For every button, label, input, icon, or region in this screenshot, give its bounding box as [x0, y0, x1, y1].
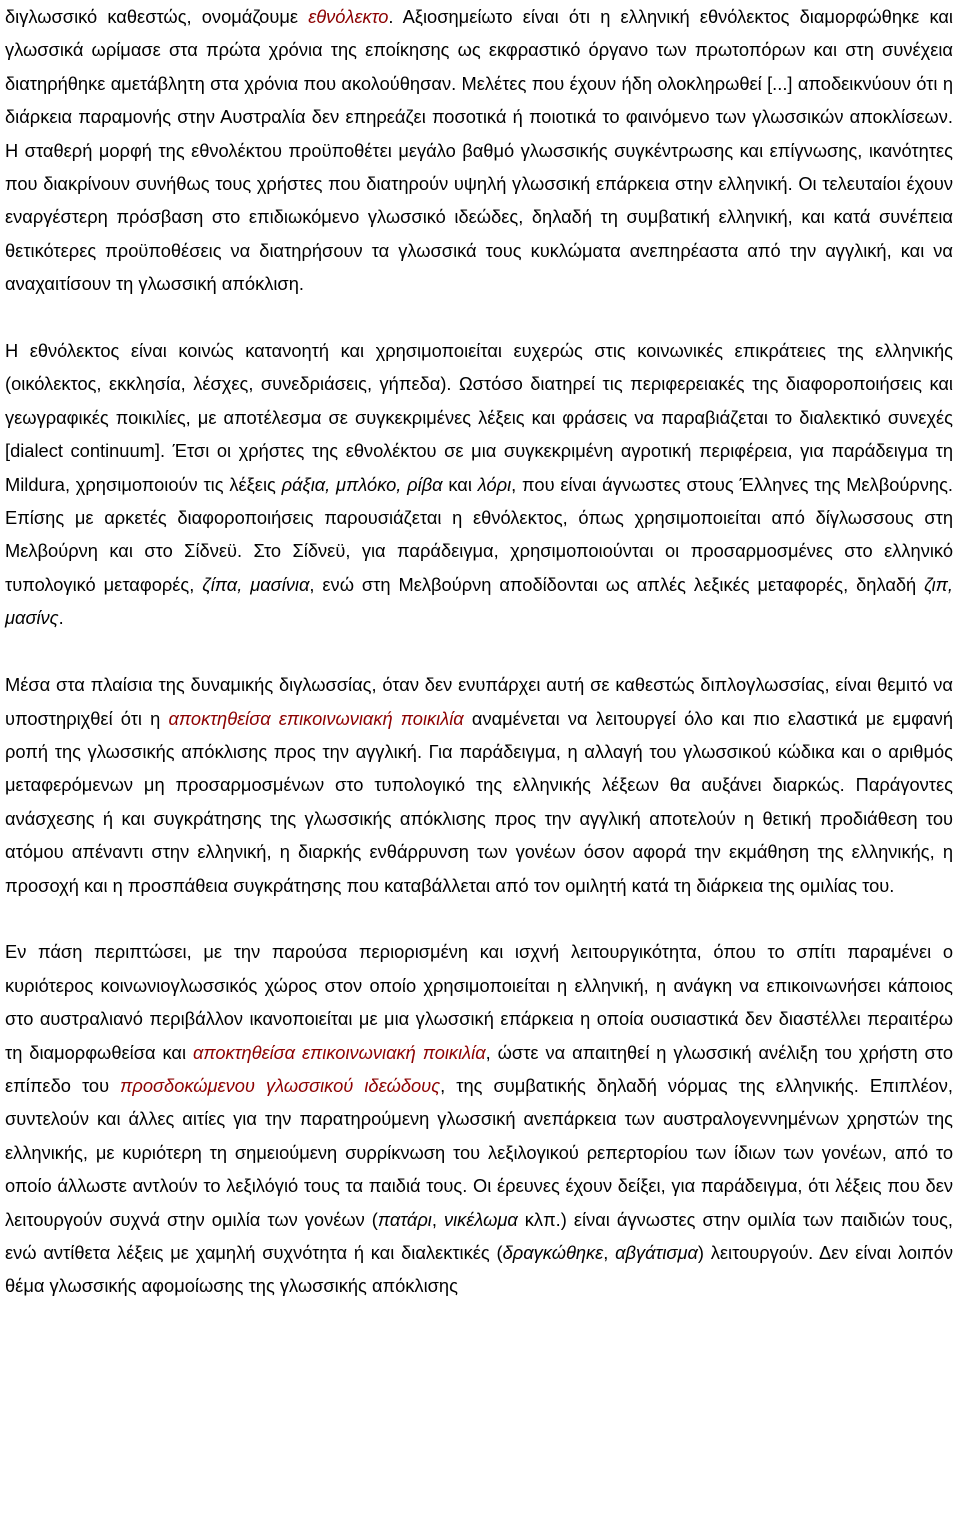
italic-term: νικέλωμα	[443, 1208, 518, 1230]
paragraph-4	[5, 935, 953, 1302]
paragraph-spacer	[5, 301, 953, 334]
italic-term: λόρι	[477, 473, 512, 495]
text-run: ,	[603, 1241, 616, 1263]
text-run: , ενώ στη Μελβούρνη αποδίδονται ως απλές λεξικές μεταφορές, δηλαδή	[309, 573, 925, 595]
paragraph-3	[5, 668, 953, 902]
text-run: Η εθνόλεκτος είναι κοινώς κατανοητή και χρησιμοποιείται ευχερώς στις κοινωνικές επικράτειες της ελληνικής (οικόλεκτος, εκκλησία, λέσχες, συνεδριάσεις, γήπεδα). Ωστόσο διατηρεί τις περιφερειακές της διαφοροποιήσεις και γεωγραφικές ποικιλίες, με αποτέλεσμα σε συγκεκριμένες λέξεις και φράσεις να παραβιάζεται το διαλεκτικό συνεχές [dialect continuum]. Έτσι οι χρήστες της εθνολέκτου σε μια συγκεκριμένη αγροτική περιφέρεια, για παράδειγμα τη Mildura, χρησιμοποιούν τις λέξεις	[5, 340, 953, 495]
text-run: , ώστε να απαιτηθεί η γλωσσική ανέλιξη του χρήστη στο επίπεδο του	[5, 1041, 954, 1096]
highlighted-term: προσδοκώμενου γλωσσικού ιδεώδους	[120, 1074, 441, 1096]
text-run: Εν πάση περιπτώσει, με την παρούσα περιορισμένη και ισχνή λειτουργικότητα, όπου το σπίτι παραμένει ο κυριότερος κοινωνιογλωσσικός χώρος στον οποίο χρησιμοποιείται η ελληνική, η ανάγκη να επικοινωνήσει κάποιος στο αυστραλιανό περιβάλλον ικανοποιείται με μια γλωσσική επάρκεια η οποία ουσιαστικά δεν διαστέλλει περαιτέρω τη διαμορφωθείσα και	[5, 941, 953, 1063]
text-run: .	[58, 607, 64, 629]
text-run: ) λειτουργούν. Δεν είναι λοιπόν θέμα γλωσσικής αφομοίωσης της γλωσσικής απόκλισης	[5, 1241, 954, 1297]
highlighted-term: εθνόλεκτο	[308, 6, 389, 27]
italic-term: ράξια, μπλόκο, ρίβα	[281, 473, 443, 495]
highlighted-term: αποκτηθείσα επικοινωνιακή ποικιλία	[192, 1041, 486, 1063]
text-run: διγλωσσικό καθεστώς, ονομάζουμε	[5, 6, 309, 27]
paragraph-2	[5, 334, 953, 635]
text-run: και	[442, 473, 478, 495]
highlighted-term: αποκτηθείσα επικοινωνιακή ποικιλία	[168, 707, 464, 729]
text-run: ,	[431, 1208, 444, 1230]
italic-term: ζιπ, μασίνς	[5, 573, 954, 629]
text-run: , που είναι άγνωστες στους Έλληνες της Μελβούρνης. Επίσης με αρκετές διαφοροποιήσεις παρουσιάζεται η εθνόλεκτος, όπως χρησιμοποιείται από δίγλωσσους στη Μελβούρνη και στο Σίδνεϋ. Στο Σίδνεϋ, για παράδειγμα, χρησιμοποιούνται οι προσαρμοσμένες στο ελληνικό τυπολογικό μεταφορές,	[5, 473, 953, 595]
italic-term: αβγάτισμα	[615, 1241, 698, 1263]
text-run: . Αξιοσημείωτο είναι ότι η ελληνική εθνόλεκτος διαμορφώθηκε και γλωσσικά ωρίμασε στα πρώτα χρόνια της εποίκησης ως εκφραστικό όργανο των πρωτοπόρων και στη συνέχεια διατηρήθηκε αμετάβλητη στα χρόνια που ακολούθησαν. Μελέτες που έχουν ήδη ολοκληρωθεί [...] αποδεικνύουν ότι η διάρκεια παραμονής στην Αυστραλία δεν επηρεάζει ποσοτικά ή ποιοτικά το φαινόμενο των γλωσσικών αποκλίσεων. Η σταθερή μορφή της εθνολέκτου προϋποθέτει μεγάλο βαθμό γλωσσικής συγκέντρωσης και επίγνωσης, ικανότητες που διακρίνουν συνήθως τους χρήστες που διατηρούν υψηλή γλωσσική επάρκεια στην ελληνική. Οι τελευταίοι έχουν εναργέστερη πρόσβαση στο επιδιωκόμενο γλωσσικό ιδεώδες, δηλαδή τη συμβατική ελληνική, και κατά συνέπεια θετικότερες προϋποθέσεις να διατηρήσουν τα γλωσσικά τους κυκλώματα ανεπηρέαστα από την αγγλική, και να αναχαιτίσουν τη γλωσσική απόκλιση.	[5, 6, 953, 295]
paragraph-spacer	[5, 902, 953, 935]
italic-term: ζίπα, μασίνια	[202, 573, 310, 595]
paragraph-1	[5, 0, 953, 301]
text-run: αναμένεται να λειτουργεί όλο και πιο ελαστικά με εμφανή ροπή της γλωσσικής απόκλισης προς την αγγλική. Για παράδειγμα, η αλλαγή του γλωσσικού κώδικα και ο αριθμός μεταφερόμενων μη προσαρμοσμένων στο τυπολογικό της ελληνικής λέξεων θα αυξάνει διαρκώς. Παράγοντες ανάσχεσης ή και συγκράτησης της γλωσσικής απόκλισης προς την αγγλική αποτελούν η θετική προδιάθεση του ατόμου απέναντι στην ελληνική, η διαρκής ενθάρρυνση των γονέων όσον αφορά την εκμάθηση της ελληνικής, η προσοχή και η προσπάθεια συγκράτησης που καταβάλλεται από τον ομιλητή κατά τη διάρκεια της ομιλίας του.	[5, 707, 953, 896]
text-run: κλπ.) είναι άγνωστες στην ομιλία των παιδιών τους, ενώ αντίθετα λέξεις με χαμηλή συχνότητα ή και διαλεκτικές (	[5, 1208, 953, 1263]
document-page	[5, 0, 953, 1303]
text-run: , της συμβατικής δηλαδή νόρμας της ελληνικής. Επιπλέον, συντελούν και άλλες αιτίες για την παρατηρούμενη γλωσσική ανεπάρκεια των αυστραλογεννημένων χρηστών της ελληνικής, με κυριότερη τη σημειούμενη συρρίκνωση του λεξιλογικού ρεπερτορίου των ίδιων των γονέων, από το οποίο άλλωστε αντλούν το λεξιλόγιό τους τα παιδιά τους. Οι έρευνες έχουν δείξει, για παράδειγμα, ότι λέξεις που δεν λειτουργούν συχνά στην ομιλία των γονέων (	[5, 1074, 953, 1230]
text-run: Μέσα στα πλαίσια της δυναμικής διγλωσσίας, όταν δεν ενυπάρχει αυτή σε καθεστώς διπλογλωσσίας, είναι θεμιτό να υποστηριχθεί ότι η	[5, 674, 953, 729]
italic-term: δραγκώθηκε	[502, 1241, 604, 1263]
italic-term: πατάρι	[377, 1208, 432, 1230]
paragraph-spacer	[5, 635, 953, 668]
